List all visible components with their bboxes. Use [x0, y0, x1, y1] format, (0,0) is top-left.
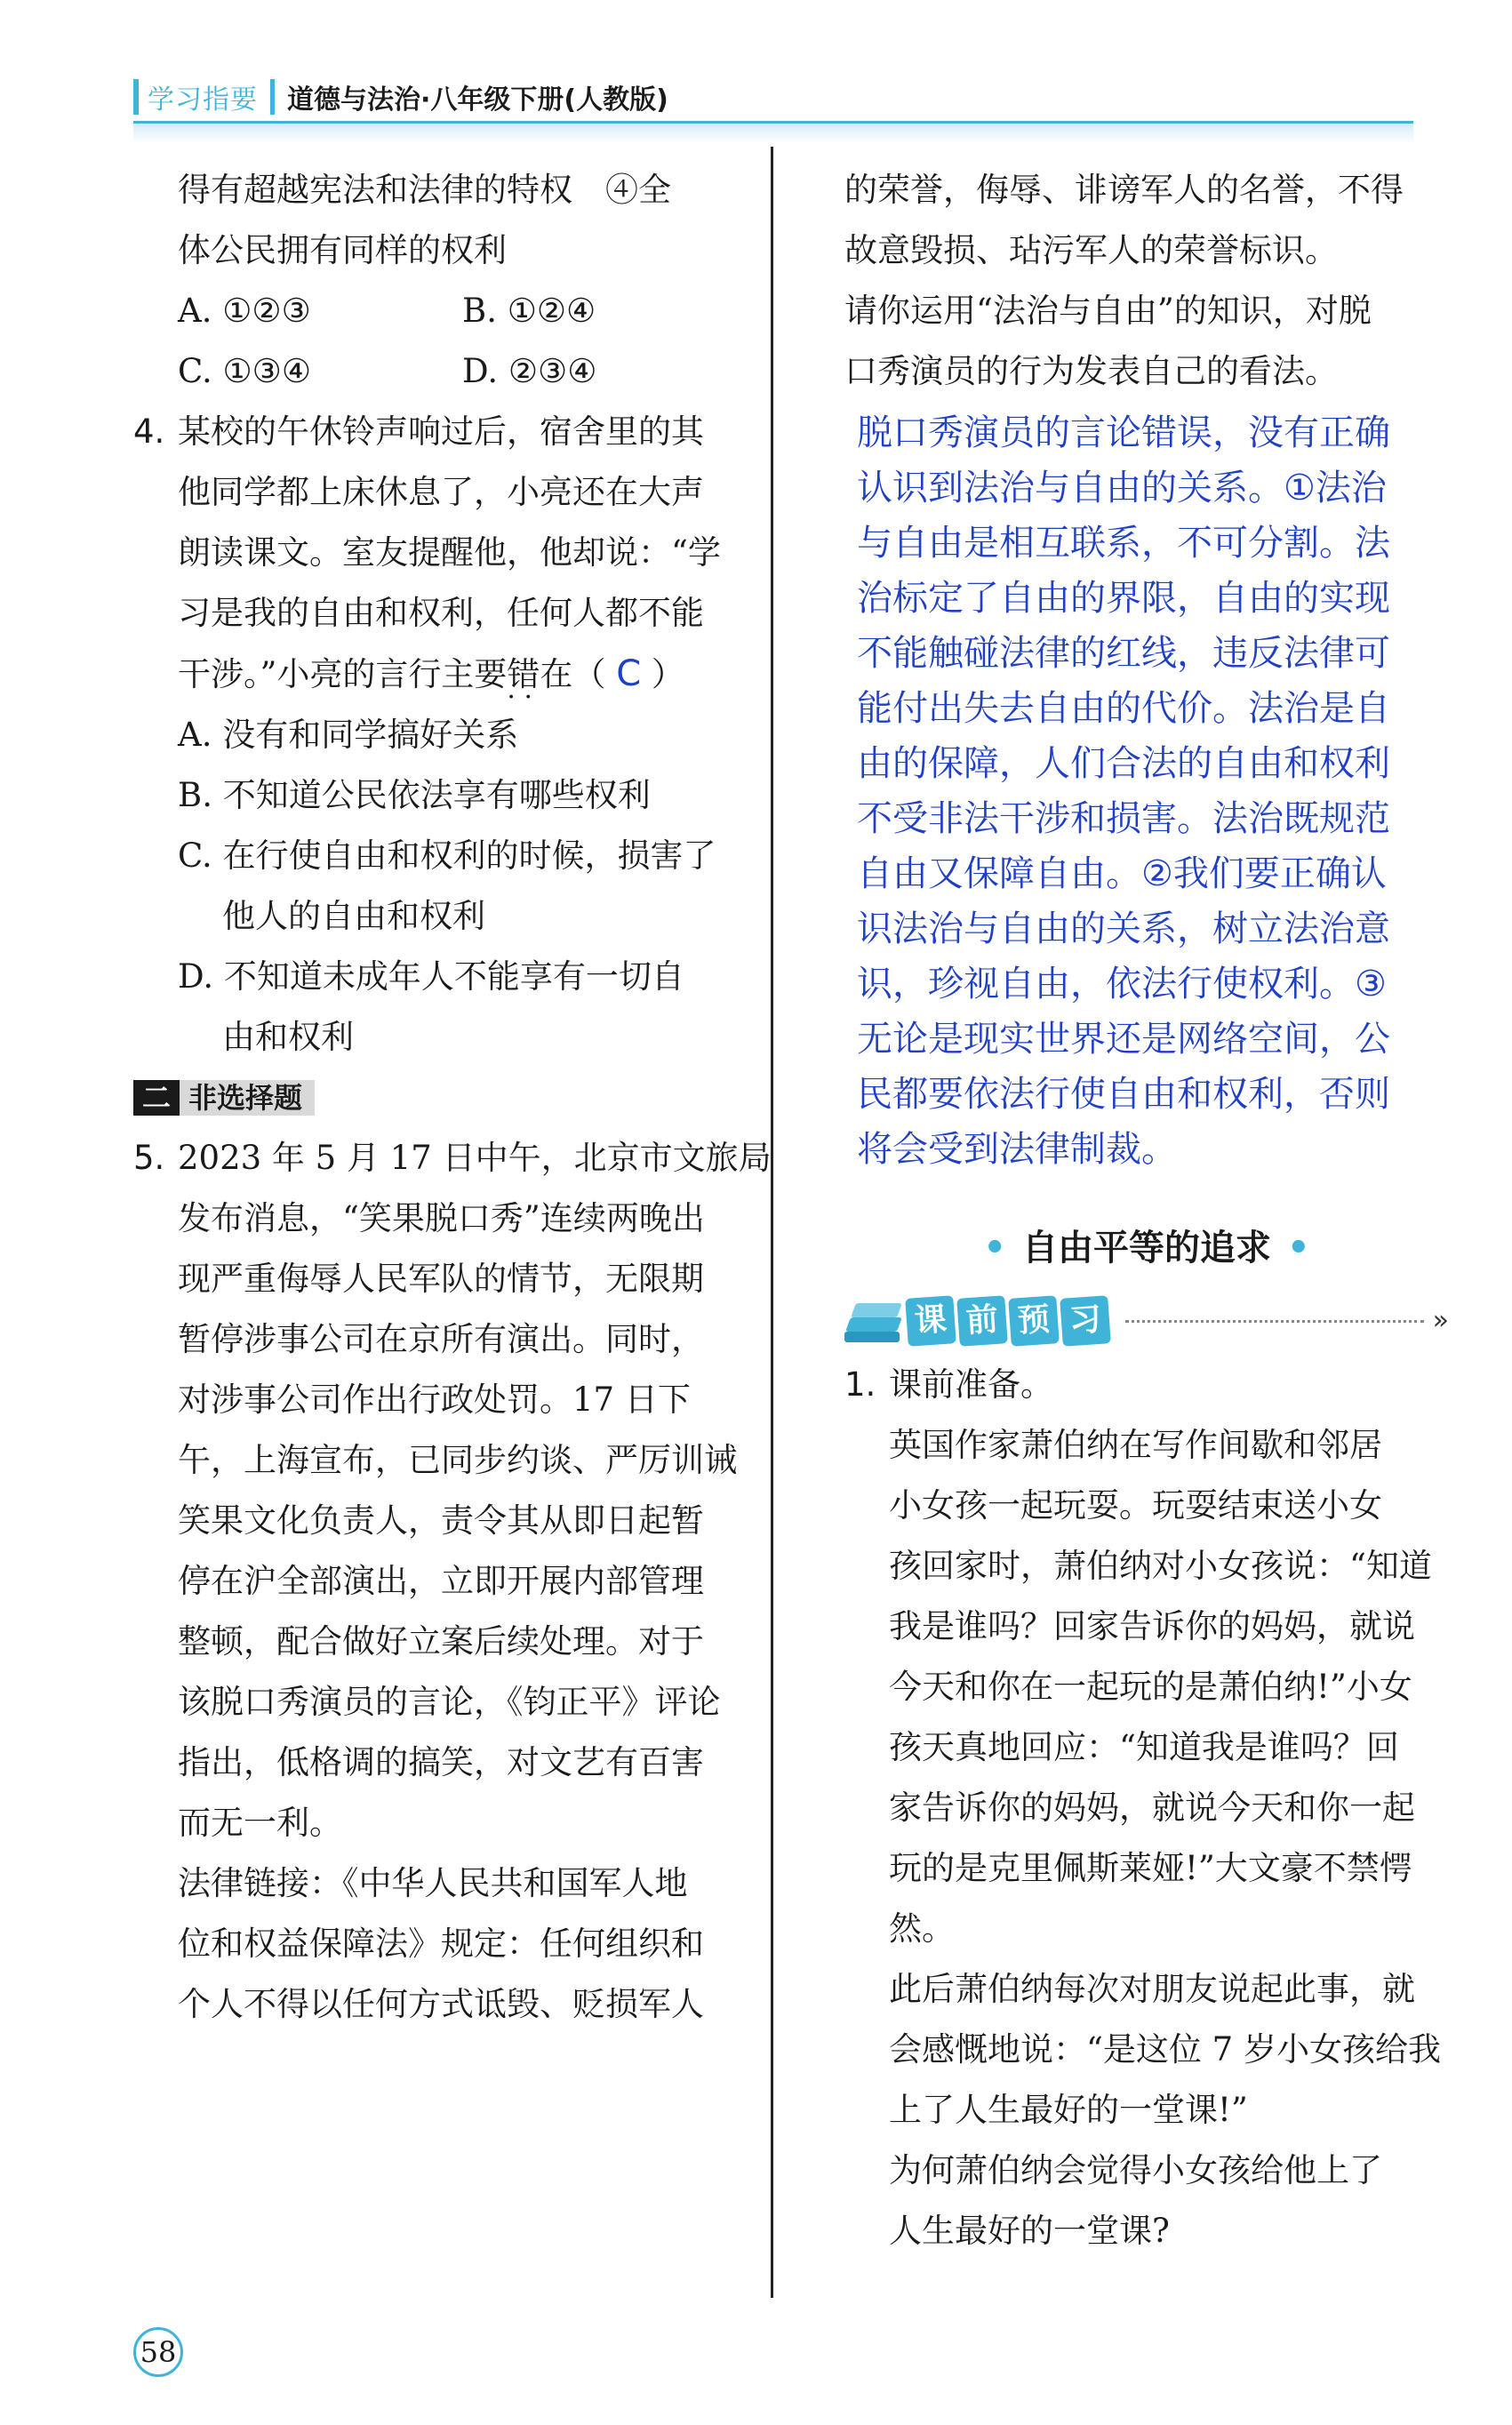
double-chevron-icon: » [1432, 1305, 1449, 1336]
q4-answer: C [616, 653, 642, 694]
topic-bullet-icon: • [983, 1228, 1006, 1269]
q4-last-line [133, 644, 747, 705]
header-band [133, 124, 1413, 144]
story-line: 今天和你在一起玩的是萧伯纳!”小女 [889, 1668, 1412, 1706]
q4-paren-open: （ [572, 655, 617, 693]
q4-option-d: D. 不知道未成年人不能享有一切自 [178, 957, 684, 996]
q5-line: 该脱口秀演员的言论，《钧正平》评论 [178, 1683, 721, 1721]
q3-tail-line: 得有超越宪法和法律的特权 ④全 [178, 171, 671, 209]
q5-ask-line: 口秀演员的行为发表自己的看法。 [844, 352, 1338, 390]
preview-char: 课 [905, 1295, 956, 1347]
preview-banner [844, 1287, 1449, 1355]
q4-option-c-cont: 他人的自由和权利 [222, 897, 485, 935]
q5-line: 对涉事公司作出行政处罚。17 日下 [178, 1381, 691, 1419]
q4-paren-close: ） [641, 655, 684, 693]
preview-char: 预 [1008, 1295, 1060, 1347]
q4-text: 某校的午休铃声响过后，宿舍里的其 [178, 412, 704, 451]
topic-title [844, 1212, 1449, 1284]
q5-cont-line: 故意毁损、玷污军人的荣誉标识。 [844, 231, 1338, 269]
answer-line: 不能触碰法律的红线，违反法律可 [857, 633, 1390, 674]
p1-title: 课前准备。 [889, 1365, 1053, 1404]
page-number: 58 [133, 2327, 183, 2377]
left-column [133, 160, 772, 2035]
story2-line: 会感慨地说：“是这位 7 岁小女孩给我 [889, 2030, 1441, 2069]
story-line: 玩的是克里佩斯莱娅!”大文豪不禁愕 [889, 1849, 1412, 1887]
page-header [133, 75, 668, 119]
q3-options-row [133, 341, 747, 402]
q5-line: 笑果文化负责人，责令其从即日起暂 [178, 1501, 704, 1540]
q4-line: 他同学都上床休息了，小亮还在大声 [178, 473, 704, 511]
story-line: 孩天真地回应：“知道我是谁吗？回 [889, 1728, 1399, 1766]
question-line: 人生最好的一堂课? [889, 2212, 1170, 2250]
q5-line: 午，上海宣布，已同步约谈、严厉训诫 [178, 1441, 737, 1479]
topic-bullet-icon: • [1287, 1228, 1310, 1269]
q5-line: 而无一利。 [178, 1804, 342, 1842]
answer-line: 脱口秀演员的言论错误，没有正确 [857, 412, 1390, 453]
q5-line: 发布消息，“笑果脱口秀”连续两晚出 [178, 1199, 705, 1237]
column-divider [771, 147, 773, 2298]
q5-line: 停在沪全部演出，立即开展内部管理 [178, 1562, 704, 1600]
p1-number: 1. [844, 1365, 876, 1404]
q4-line [133, 402, 747, 462]
q5-ask-line: 请你运用“法治与自由”的知识，对脱 [844, 292, 1372, 330]
q4-line: 朗读课文。室友提醒他，他却说：“学 [178, 533, 721, 572]
question-line: 为何萧伯纳会觉得小女孩给他上了 [889, 2151, 1382, 2189]
topic-text: 自由平等的追求 [1022, 1228, 1271, 1269]
right-column [844, 160, 1449, 2261]
q4-option-c: C. 在行使自由和权利的时候，损害了 [178, 836, 716, 875]
header-separator [270, 79, 275, 115]
q5-number: 5. [133, 1139, 165, 1177]
q5-law-line: 法律链接：《中华人民共和国军人地 [178, 1864, 688, 1902]
q4-line: 习是我的自由和权利，任何人都不能 [178, 594, 704, 632]
preview-dotted-rule [1125, 1320, 1424, 1323]
q4-number: 4. [133, 412, 165, 451]
q3-options-row [133, 281, 747, 341]
answer-line: 认识到法治与自由的关系。①法治 [857, 468, 1387, 508]
q5-line: 整顿，配合做好立案后续处理。对于 [178, 1622, 704, 1661]
q4-option-d-cont: 由和权利 [222, 1018, 354, 1056]
answer-line: 将会受到法律制裁。 [857, 1129, 1177, 1170]
q4-last-prefix: 干涉。”小亮的言行主要 [178, 655, 508, 693]
q5-cont-line: 的荣誉，侮辱、诽谤军人的名誉，不得 [844, 171, 1404, 209]
section-heading [133, 1068, 747, 1128]
q4-option-a: A. 没有和同学搞好关系 [178, 716, 519, 754]
answer-line: 治标定了自由的界限，自由的实现 [857, 578, 1390, 619]
preview-char: 习 [1060, 1295, 1111, 1347]
story-line: 家告诉你的妈妈，就说今天和你一起 [889, 1789, 1415, 1827]
q3-option-a: A. ①②③ [178, 292, 311, 330]
answer-line: 识，珍视自由，依法行使权利。③ [857, 964, 1387, 1004]
story-line: 英国作家萧伯纳在写作间歇和邻居 [889, 1426, 1382, 1464]
answer-line: 由的保障，人们合法的自由和权利 [857, 743, 1390, 784]
p1-title-line [844, 1355, 1449, 1415]
books-icon [844, 1298, 907, 1344]
story-line: 然。 [889, 1909, 955, 1948]
q3-option-d: D. ②③④ [462, 352, 597, 390]
answer-line: 与自由是相互联系，不可分割。法 [857, 523, 1390, 564]
q5-line: 指出，低格调的搞笑，对文艺有百害 [178, 1743, 704, 1781]
q5-law-line: 位和权益保障法》规定：任何组织和 [178, 1925, 704, 1963]
answer-line: 无论是现实世界还是网络空间，公 [857, 1019, 1390, 1060]
q3-option-c: C. ①③④ [178, 352, 312, 390]
q5-line: 现严重侮辱人民军队的情节，无限期 [178, 1260, 704, 1298]
header-title: 道德与法治·八年级下册(人教版) [287, 84, 668, 116]
q4-emphasis: 错在 · · [507, 655, 572, 693]
section-label: 非选择题 [180, 1080, 315, 1116]
answer-line: 民都要依法行使自由和权利，否则 [857, 1074, 1390, 1115]
q3-tail-line: 体公民拥有同样的权利 [178, 231, 507, 269]
q5-line: 暂停涉事公司在京所有演出。同时， [178, 1320, 704, 1358]
section-number: 二 [133, 1080, 180, 1116]
preview-char: 前 [956, 1295, 1008, 1347]
story-line: 孩回家时，萧伯纳对小女孩说：“知道 [889, 1547, 1432, 1585]
header-accent-bar [133, 79, 139, 115]
q5-line [133, 1128, 772, 1188]
q5-text: 2023 年 5 月 17 日中午，北京市文旅局 [178, 1139, 772, 1177]
q3-option-b: B. ①②④ [462, 292, 596, 330]
story2-line: 上了人生最好的一堂课!” [889, 2091, 1248, 2129]
q5-law-line: 个人不得以任何方式诋毁、贬损军人 [178, 1985, 704, 2023]
header-series: 学习指要 [148, 84, 258, 116]
answer-line: 能付出失去自由的代价。法治是自 [857, 688, 1390, 729]
q4-option-b: B. 不知道公民依法享有哪些权利 [178, 776, 651, 814]
story-line: 我是谁吗？回家告诉你的妈妈，就说 [889, 1607, 1415, 1645]
answer-line: 识法治与自由的关系，树立法治意 [857, 908, 1390, 949]
story-line: 小女孩一起玩耍。玩耍结束送小女 [889, 1486, 1382, 1525]
answer-line: 自由又保障自由。②我们要正确认 [857, 853, 1387, 894]
q5-answer [844, 405, 1449, 1177]
story2-line: 此后萧伯纳每次对朋友说起此事，就 [889, 1970, 1415, 2008]
answer-line: 不受非法干涉和损害。法治既规范 [857, 798, 1390, 839]
header-rule [133, 121, 1413, 124]
